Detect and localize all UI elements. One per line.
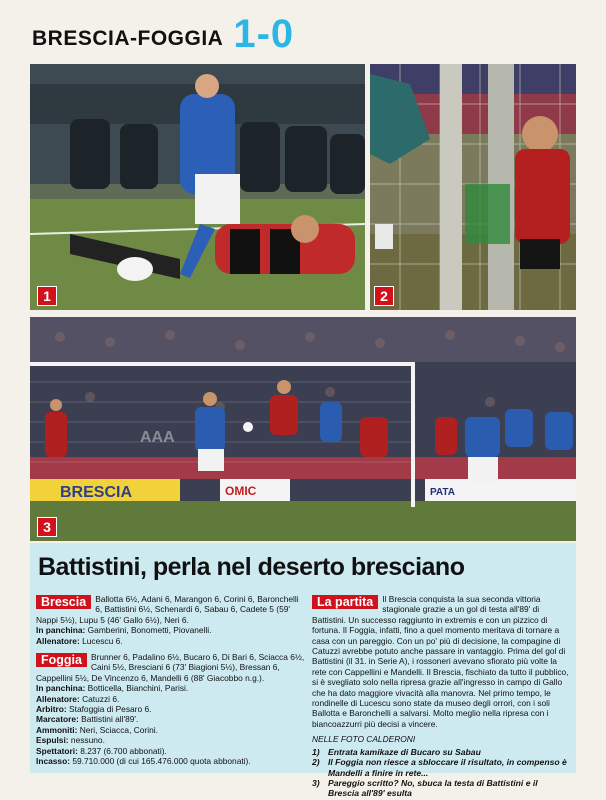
- fact-booked: Neri, Sciacca, Corini.: [79, 724, 158, 735]
- brescia-lineup: Brescia Ballotta 6½, Adani 6, Marangon 6, Corini 6, Baronchelli 6, Battistini 6½, Schenardi 6, Sabau 6, Cadete 5 (59' Nappi 5½), Lupu 5 (46' Gallo 6½), Neri 6. In panchina: Gamberini, Bonometti, Piovanelli. Allenatore: Lucescu 6.: [36, 594, 299, 646]
- lineups-column: [36, 594, 306, 773]
- article-headline: Battistini, perla nel deserto bresciano: [38, 553, 465, 581]
- foggia-lineup: Foggia Brunner 6, Padalino 6½, Bucaro 6, Di Bari 6, Sciacca 6½, Caini 5½, Bresciani 6 (73' Biagioni 5½), Bressan 6, Cappellini 5½, De Vincenzo 6, Mandelli 6 (88' Giacobbo n.g.). In panchina: Botticella, Bianchini, Parisi. Allenatore: Catuzzi 6. Arbitro: Stafoggia di Pesaro 6. Marcatore: Battistini all'89'. Ammoniti: Neri, Sciacca, Corini. Espulsi: nessuno. Spettatori: 8.237 (6.700 abbonati). Incasso: 59.710.000 (di cui 165.476.000 quota abbonati).: [36, 652, 305, 767]
- photo-number-badge: 2: [374, 286, 394, 306]
- photo-number-badge: 1: [37, 286, 57, 306]
- team-tag-foggia: Foggia: [36, 653, 87, 667]
- match-report-text: Il Brescia conquista la sua seconda vittoria stagionale grazie a un gol di testa all'89' di Battistini. Un successo raggiunto in extremis e con un pizzico di fortuna. Il Foggia, infatti, fino a quel momento meritava di tornare a casa con un pareggio. Con un po' più di decisione, la compagine di Catuzzi avrebbe potuto anche passare in vantaggio. Prima del gol di Battistini (il 31. in Serie A), i rossoneri avevano sfiorato più volte la rete con Cappellini e Mandelli. Il Brescia, fischiato da tutto il pubblico, si è svegliato solo nella ripresa grazie all'ingresso in campo di Gallo che ha dato maggiore vivacità alla manovra. Nel primo tempo, le rondinelle di Lucescu sono state da museo degli orrori, con i soli Ballotta e Baronchelli a salvarsi. Molto meglio nella ripresa con i biancoazzurri più decisi a vincere.: [312, 594, 569, 729]
- brescia-players: Ballotta 6½, Adani 6, Marangon 6, Corini 6, Baronchelli 6, Battistini 6½, Schenardi 6, Sabau 6, Cadete 5 (59' Nappi 5½), Lupu 5 (46' Gallo 6½), Neri 6.: [36, 594, 299, 625]
- ad-board-top: AAA: [140, 429, 175, 446]
- fact-sent-off: nessuno.: [70, 735, 105, 746]
- fact-referee: Stafoggia di Pesaro 6.: [69, 704, 152, 715]
- brescia-bench: Gamberini, Bonometti, Piovanelli.: [87, 625, 212, 636]
- photo-number-badge: 3: [37, 517, 57, 537]
- brescia-coach: Lucescu 6.: [82, 635, 123, 646]
- foggia-bench: Botticella, Bianchini, Parisi.: [87, 683, 189, 694]
- fact-spectators: 8.237 (6.700 abbonati).: [80, 745, 167, 756]
- ad-board-brescia: BRESCIA: [60, 484, 133, 501]
- match-teams: BRESCIA-FOGGIA: [32, 27, 224, 50]
- ad-board-right: PATA: [430, 487, 455, 498]
- article-panel: [30, 543, 576, 799]
- page-header: [32, 14, 294, 54]
- match-report: [312, 594, 570, 729]
- ad-board-mid: OMIC: [225, 484, 257, 498]
- fact-takings: 59.710.000 (di cui 165.476.000 quota abbonati).: [72, 756, 251, 767]
- fact-scorer: Battistini all'89'.: [81, 714, 139, 725]
- photo-captions: [312, 747, 570, 799]
- photo-credit: NELLE FOTO CALDERONI: [312, 734, 416, 745]
- foggia-coach: Catuzzi 6.: [82, 693, 120, 704]
- photo-1: [30, 64, 365, 310]
- photo-2: [370, 64, 576, 310]
- tag-la-partita: La partita: [312, 595, 378, 609]
- caption-item: 2) Il Foggia non riesce a sbloccare il risultato, in compenso è Mandelli a finire in rete...: [312, 757, 567, 778]
- team-tag-brescia: Brescia: [36, 595, 91, 609]
- match-score: 1-0: [233, 12, 295, 56]
- caption-item: 1) Entrata kamikaze di Bucaro su Sabau: [312, 746, 481, 757]
- foggia-players: Brunner 6, Padalino 6½, Bucaro 6, Di Bari 6, Sciacca 6½, Caini 5½, Bresciani 6 (73' Biagioni 5½), Bressan 6, Cappellini 5½, De Vincenzo 6, Mandelli 6 (88' Giacobbo n.g.).: [36, 652, 305, 683]
- caption-item: 3) Pareggio scritto? No, sbuca la testa di Battistini e il Brescia all'89' esulta: [312, 777, 538, 799]
- photo-3: [30, 317, 576, 541]
- report-column: [312, 594, 570, 799]
